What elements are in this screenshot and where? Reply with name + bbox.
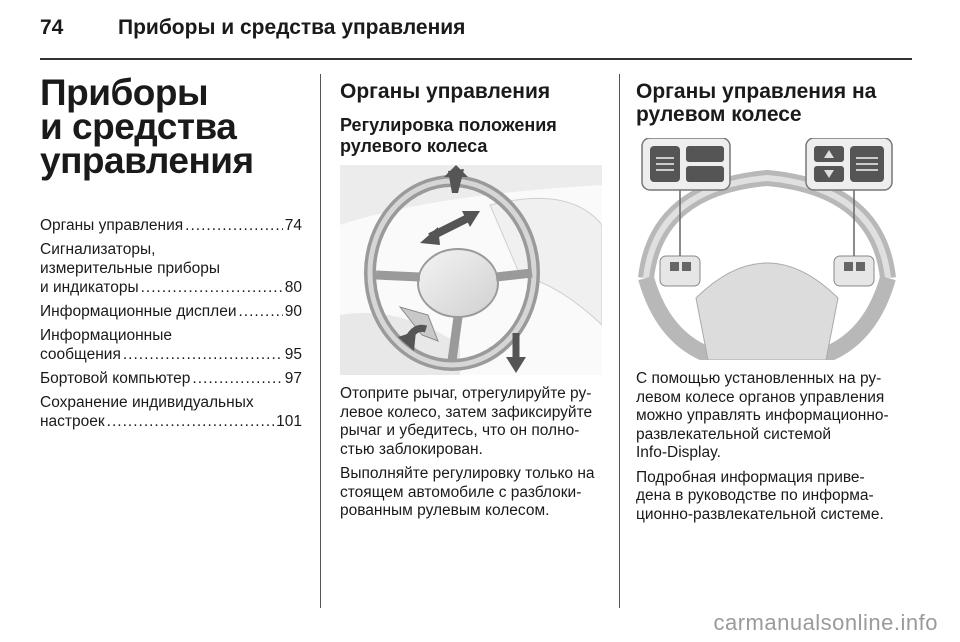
toc-entry[interactable] xyxy=(40,393,302,431)
section-title: Органы управления xyxy=(340,80,551,103)
paragraph-warning: Выполняйте регулировку только на стоящем автомобиле с разблоки- рованным рулевым колесом. xyxy=(340,465,595,519)
subsection-title-line: Регулировка положения xyxy=(340,115,557,135)
steering-wheel-controls-illustration xyxy=(636,138,898,360)
steering-wheel-adjustment-illustration xyxy=(340,165,602,375)
chapter-title xyxy=(40,72,302,181)
voice-button xyxy=(686,146,724,162)
subsection-title-line: рулевого колеса xyxy=(340,136,488,156)
toc-entry-line: Информационные xyxy=(40,327,173,344)
toc-entry-page: 90 xyxy=(284,303,302,320)
toc-entry[interactable] xyxy=(40,216,302,235)
right-control-button xyxy=(844,262,853,271)
toc-entry[interactable] xyxy=(40,240,302,297)
left-control-button xyxy=(670,262,679,271)
page-number: 74 xyxy=(40,16,64,39)
toc-entry-title: и индикаторы xyxy=(40,279,139,296)
wheel-controls-column xyxy=(636,76,904,530)
toc-entry[interactable] xyxy=(40,369,302,388)
toc-entry-title: Информационные дисплеи xyxy=(40,303,237,320)
phone-button xyxy=(686,166,724,182)
toc-entry[interactable] xyxy=(40,302,302,321)
chapter-title-line: управления xyxy=(40,140,254,181)
toc-entry-title: Органы управления xyxy=(40,217,184,234)
header-rule xyxy=(40,58,912,60)
toc-entry-page: 80 xyxy=(284,279,302,296)
paragraph-reference: Подробная информация приве- дена в руководстве по информа- ционно-развлекательной системе. xyxy=(636,468,884,523)
chapter-title-line: и средства xyxy=(40,106,237,147)
subsection-title xyxy=(340,115,602,157)
steering-adjust-column xyxy=(340,76,602,527)
toc-entry-line: Сигнализаторы, xyxy=(40,241,156,258)
steering-wheel-hub xyxy=(418,249,498,317)
toc-entry-page: 74 xyxy=(284,217,302,234)
column-divider xyxy=(619,74,620,608)
running-title: Приборы и средства управления xyxy=(118,16,466,39)
section-title-line: рулевом колесе xyxy=(636,103,802,126)
watermark: carmanualsonline.info xyxy=(713,610,938,635)
toc-entry-page: 101 xyxy=(276,413,302,430)
page-header xyxy=(40,16,920,56)
toc-column xyxy=(40,72,302,436)
toc-entry[interactable] xyxy=(40,326,302,364)
toc-entry-title: сообщения xyxy=(40,346,121,363)
toc-entry-line: измерительные приборы xyxy=(40,260,221,277)
chapter-title-line: Приборы xyxy=(40,72,209,113)
toc-entry-title: настроек xyxy=(40,413,105,430)
column-divider xyxy=(320,74,321,608)
toc-entry-page: 97 xyxy=(284,370,302,387)
toc-entry-title: Бортовой компьютер xyxy=(40,370,191,387)
paragraph-controls: С помощью установленных на ру- левом колесе органов управления можно управлять информационно- развлекательной системой Info-Display. xyxy=(636,370,889,461)
toc-entry-line: Сохранение индивидуальных xyxy=(40,394,254,411)
section-title-line: Органы управления на xyxy=(636,80,877,103)
section-title xyxy=(636,80,904,126)
paragraph-unlock: Отоприте рычаг, отрегулируйте ру- левое колесо, затем зафиксируйте рычаг и убедитесь, что он полно- стью заблокирован. xyxy=(340,385,593,458)
toc-entry-page: 95 xyxy=(284,346,302,363)
